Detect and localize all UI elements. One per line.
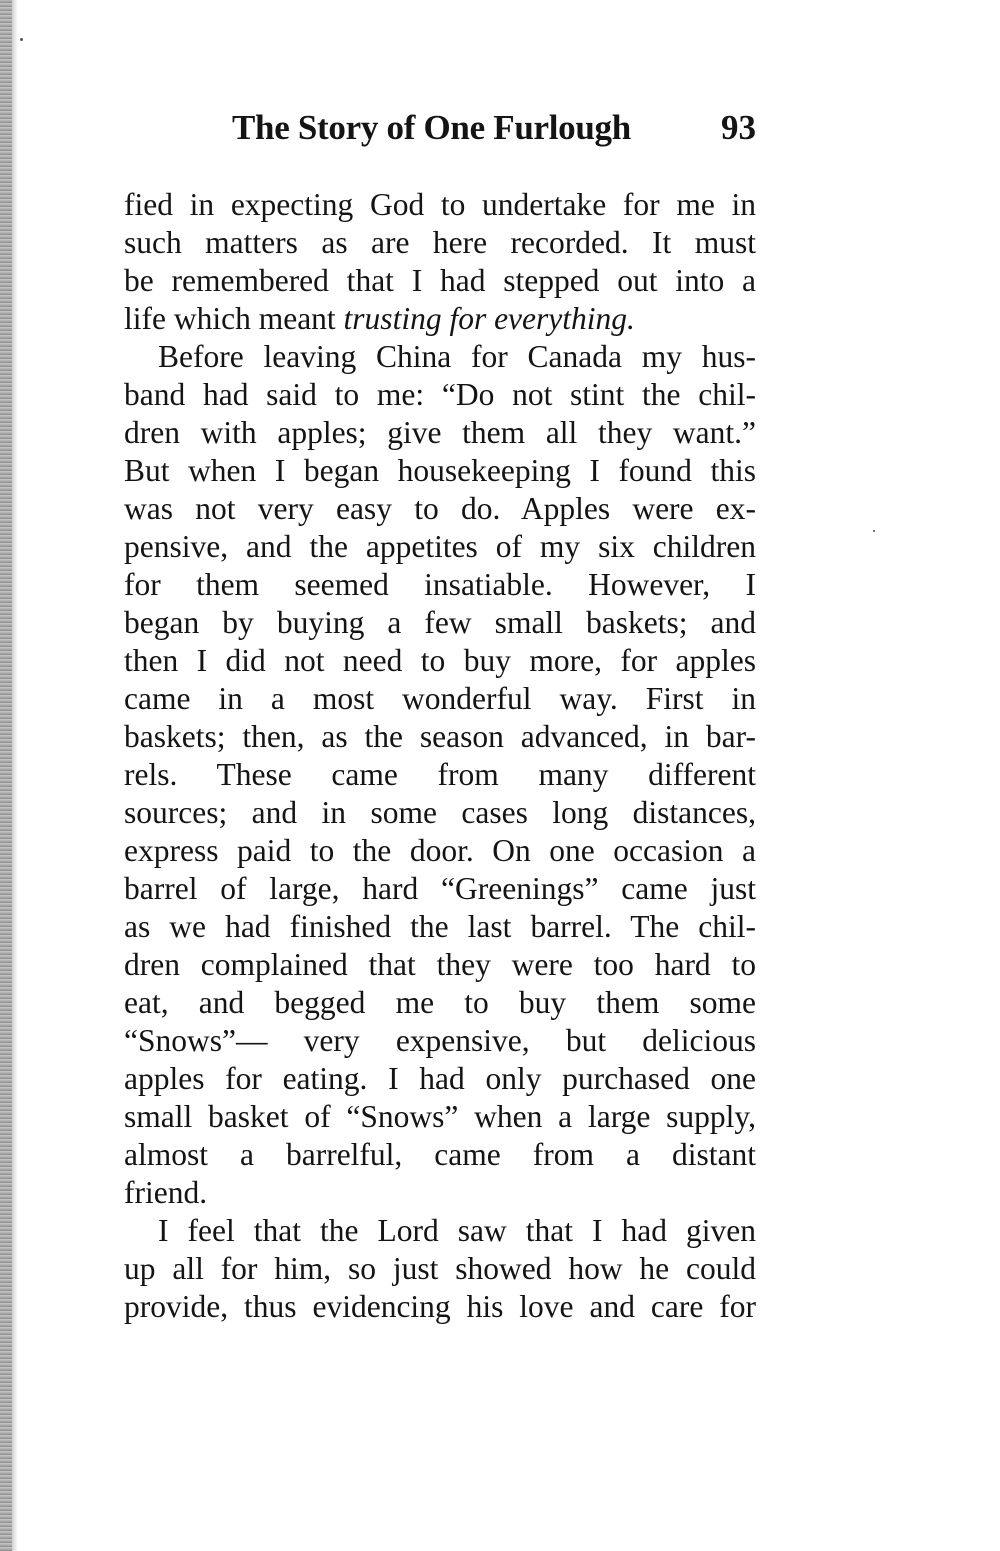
text-line: I feel that the Lord saw that I had given [158,1213,756,1248]
paragraph-2 [124,338,756,1212]
text-line: small basket of “Snows” when a large supply, [124,1099,756,1134]
text-line: band had said to me: “Do not stint the chil- [124,377,756,412]
text-line: express paid to the door. On one occasion a [124,833,756,868]
text-line: barrel of large, hard “Greenings” came just [124,871,756,906]
text-line: “Snows”— very expensive, but delicious [124,1023,756,1058]
paragraph-3 [124,1212,756,1326]
text-line: such matters as are here recorded. It must [124,225,756,260]
text-line: came in a most wonderful way. First in [124,681,756,716]
text-line [124,300,756,338]
text-line: up all for him, so just showed how he could [124,1251,756,1286]
text-line: baskets; then, as the season advanced, in bar- [124,719,756,754]
text-line: But when I began housekeeping I found this [124,453,756,488]
text-line: eat, and begged me to buy them some [124,985,756,1020]
text-line: dren with apples; give them all they want.” [124,415,756,450]
paragraph-1 [124,186,756,338]
page-number: 93 [721,108,756,147]
text-line: almost a barrelful, came from a distant [124,1137,756,1172]
text-run: life which meant [124,301,344,336]
text-line: was not very easy to do. Apples were ex- [124,491,756,526]
book-page [124,108,756,1326]
text-line: apples for eating. I had only purchased one [124,1061,756,1096]
text-line: rels. These came from many different [124,757,756,792]
text-line: pensive, and the appetites of my six children [124,529,756,564]
scan-speck [873,530,875,532]
scan-speck [20,38,23,41]
text-line: then I did not need to buy more, for apples [124,643,756,678]
running-head [124,108,756,160]
text-line: Before leaving China for Canada my hus- [158,339,756,374]
text-line: began by buying a few small baskets; and [124,605,756,640]
text-line: dren complained that they were too hard to [124,947,756,982]
book-binding-edge [0,0,12,1551]
text-line: friend. [124,1175,208,1210]
text-line: sources; and in some cases long distances, [124,795,756,830]
running-title: The Story of One Furlough [232,108,631,147]
text-line: as we had finished the last barrel. The chil- [124,909,756,944]
text-line: for them seemed insatiable. However, I [124,567,756,602]
text-line: be remembered that I had stepped out into a [124,263,756,298]
text-line: provide, thus evidencing his love and care for [124,1289,756,1324]
body-text [124,186,756,1326]
emphasized-text: trusting for everything. [343,301,635,336]
text-line: fied in expecting God to undertake for me in [124,187,756,222]
